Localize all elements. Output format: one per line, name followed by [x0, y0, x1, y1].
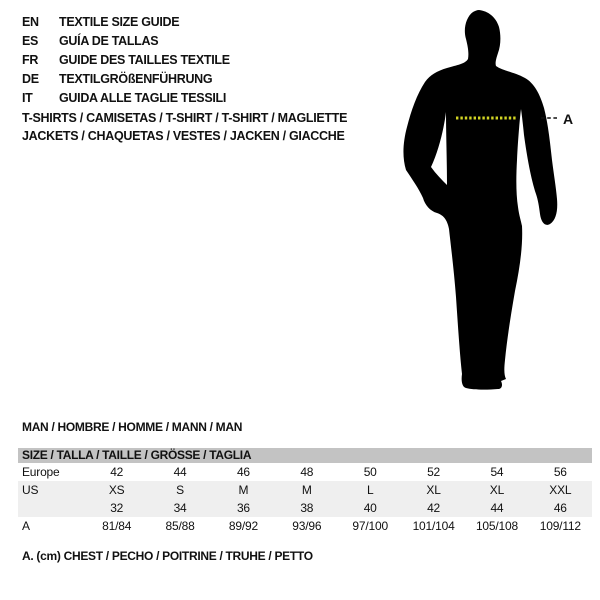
language-row: [22, 13, 230, 32]
size-cell: M: [238, 483, 249, 497]
size-cell: 32: [110, 501, 124, 515]
size-cell: S: [176, 483, 184, 497]
man-silhouette-figure: [400, 8, 575, 400]
table-row-chest: [18, 517, 592, 535]
language-list: [22, 13, 230, 108]
language-code: FR: [22, 53, 39, 67]
size-cell: 40: [363, 501, 377, 515]
table-row-europe: [18, 463, 592, 481]
size-cell: XL: [426, 483, 441, 497]
category-tshirts: T-SHIRTS / CAMISETAS / T-SHIRT / T-SHIRT / MAGLIETTE: [22, 111, 348, 125]
table-row-us: [18, 481, 592, 499]
measurement-footnote: A. (cm) CHEST / PECHO / POITRINE / TRUHE / PETTO: [22, 549, 313, 563]
size-cell: 42: [427, 501, 441, 515]
language-row: [22, 32, 230, 51]
size-cell: M: [301, 483, 312, 497]
row-label: US: [22, 483, 39, 497]
size-cell: XXL: [549, 483, 572, 497]
row-label: A: [22, 519, 30, 533]
size-cell: 81/84: [102, 519, 132, 533]
size-cell: 93/96: [292, 519, 322, 533]
language-row: [22, 70, 230, 89]
section-title: MAN / HOMBRE / HOMME / MANN / MAN: [22, 420, 243, 434]
language-title: GUIDA ALLE TAGLIE TESSILI: [59, 91, 227, 105]
row-label: [18, 499, 85, 517]
size-cell: XS: [108, 483, 125, 497]
size-cell: 105/108: [475, 519, 518, 533]
size-cell: 44: [490, 501, 504, 515]
size-cell: 46: [553, 501, 567, 515]
language-code: IT: [22, 91, 33, 105]
size-cell: 42: [110, 465, 124, 479]
table-row-unlabeled: [18, 499, 592, 517]
language-title: TEXTILGRÖßENFÜHRUNG: [59, 72, 213, 86]
size-cell: 85/88: [165, 519, 195, 533]
language-code: DE: [22, 72, 39, 86]
man-silhouette: [403, 10, 557, 390]
size-cell: 54: [490, 465, 504, 479]
row-label: Europe: [22, 465, 60, 479]
size-cell: 34: [173, 501, 187, 515]
category-jackets: JACKETS / CHAQUETAS / VESTES / JACKEN / GIACCHE: [22, 128, 345, 143]
language-title: TEXTILE SIZE GUIDE: [59, 15, 180, 29]
size-cell: 50: [363, 465, 377, 479]
size-cell: 52: [427, 465, 441, 479]
size-cell: 101/104: [412, 519, 455, 533]
category-list: [22, 110, 347, 145]
language-title: GUÍA DE TALLAS: [59, 34, 159, 48]
size-cell: 97/100: [352, 519, 388, 533]
size-cell: 46: [236, 465, 250, 479]
language-title: GUIDE DES TAILLES TEXTILE: [59, 53, 230, 67]
size-table: [18, 448, 592, 535]
language-code: EN: [22, 15, 39, 29]
size-cell: 109/112: [539, 519, 581, 533]
language-row: [22, 51, 230, 70]
size-cell: 48: [300, 465, 314, 479]
size-cell: 89/92: [228, 519, 258, 533]
size-cell: 38: [300, 501, 314, 515]
size-cell: XL: [489, 483, 505, 497]
size-cell: L: [366, 483, 374, 497]
size-cell: 44: [173, 465, 187, 479]
language-row: [22, 89, 230, 108]
size-table-header: SIZE / TALLA / TAILLE / GRÖSSE / TAGLIA: [18, 448, 592, 463]
size-cell: 56: [553, 465, 567, 479]
language-code: ES: [22, 34, 39, 48]
size-cell: 36: [236, 501, 250, 515]
measure-label: A: [563, 111, 574, 127]
